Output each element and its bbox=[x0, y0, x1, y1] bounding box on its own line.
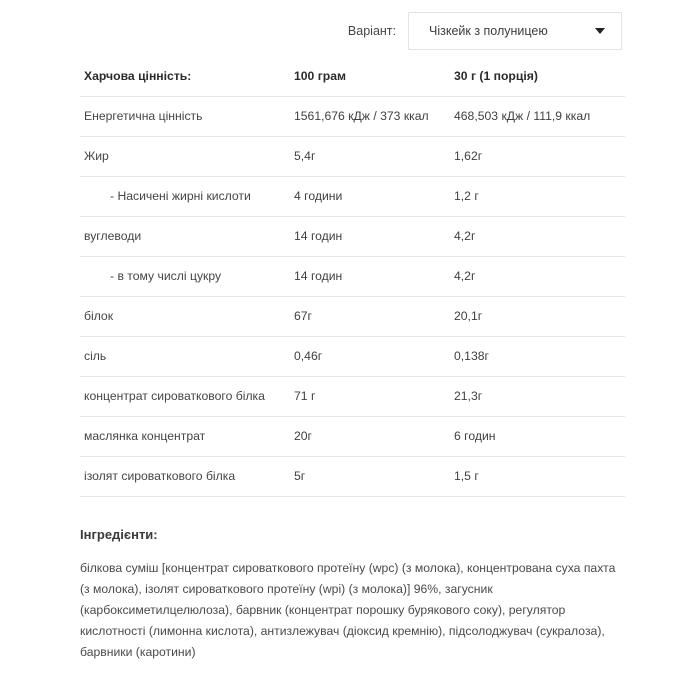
variant-label: Варіант: bbox=[347, 24, 396, 38]
row-label: ізолят сироваткового білка bbox=[80, 457, 290, 497]
row-value-per-serving: 4,2г bbox=[450, 257, 625, 297]
variant-select[interactable] bbox=[408, 12, 622, 50]
column-header-name: Харчова цінність: bbox=[80, 64, 290, 97]
row-value-per-serving: 0,138г bbox=[450, 337, 625, 377]
nutrition-table bbox=[80, 64, 625, 497]
row-label: Жир bbox=[80, 137, 290, 177]
column-header-per-100g: 100 грам bbox=[290, 64, 450, 97]
row-value-per-serving: 468,503 кДж / 111,9 ккал bbox=[450, 97, 625, 137]
row-label: маслянка концентрат bbox=[80, 417, 290, 457]
row-value-per-100g: 1561,676 кДж / 373 ккал bbox=[290, 97, 450, 137]
row-value-per-100g: 5г bbox=[290, 457, 450, 497]
table-row bbox=[80, 177, 625, 217]
row-value-per-100g: 71 г bbox=[290, 377, 450, 417]
row-value-per-100g: 5,4г bbox=[290, 137, 450, 177]
nutrition-table-head bbox=[80, 64, 625, 97]
table-row bbox=[80, 217, 625, 257]
row-value-per-serving: 21,3г bbox=[450, 377, 625, 417]
table-row bbox=[80, 297, 625, 337]
row-value-per-100g: 14 годин bbox=[290, 217, 450, 257]
nutrition-table-body bbox=[80, 97, 625, 497]
ingredients-title: Інгредієнти: bbox=[80, 527, 158, 542]
table-header-row bbox=[80, 64, 625, 97]
variant-select-value: Чізкейк з полуницею bbox=[429, 24, 548, 38]
row-value-per-100g: 4 години bbox=[290, 177, 450, 217]
row-value-per-serving: 20,1г bbox=[450, 297, 625, 337]
row-value-per-serving: 4,2г bbox=[450, 217, 625, 257]
variant-selector-row bbox=[0, 0, 700, 48]
row-value-per-serving: 6 годин bbox=[450, 417, 625, 457]
ingredients-text: білкова суміш [концентрат сироваткового протеїну (wpc) (з молока), концентрована суха пахта (з молока), ізолят сироваткового протеїну (wpi) (з молока)] 96%, загусник (карбоксиметилцелюлоза), барвник (концентрат порошку бурякового соку), регулятор кислотності (лимонна кислота), антизлежувач (діоксид кремнію), підсолоджувач (сукралоза), барвники (каротини) bbox=[80, 561, 616, 659]
row-label: вуглеводи bbox=[80, 217, 290, 257]
table-row bbox=[80, 137, 625, 177]
row-value-per-serving: 1,62г bbox=[450, 137, 625, 177]
row-label: Енергетична цінність bbox=[80, 97, 290, 137]
row-value-per-100g: 20г bbox=[290, 417, 450, 457]
table-row bbox=[80, 417, 625, 457]
row-value-per-100g: 14 годин bbox=[290, 257, 450, 297]
row-label: концентрат сироваткового білка bbox=[80, 377, 290, 417]
table-row bbox=[80, 97, 625, 137]
row-value-per-serving: 1,5 г bbox=[450, 457, 625, 497]
table-row bbox=[80, 257, 625, 297]
nutrition-table-wrap bbox=[0, 48, 700, 497]
row-label: білок bbox=[80, 297, 290, 337]
table-row bbox=[80, 337, 625, 377]
row-label: сіль bbox=[80, 337, 290, 377]
row-label: - в тому числі цукру bbox=[80, 257, 290, 297]
table-row bbox=[80, 377, 625, 417]
chevron-down-icon bbox=[595, 28, 605, 34]
row-value-per-serving: 1,2 г bbox=[450, 177, 625, 217]
row-label: - Насичені жирні кислоти bbox=[80, 177, 290, 217]
ingredients-section bbox=[0, 497, 700, 663]
column-header-per-serving: 30 г (1 порція) bbox=[450, 64, 625, 97]
row-value-per-100g: 0,46г bbox=[290, 337, 450, 377]
row-value-per-100g: 67г bbox=[290, 297, 450, 337]
table-row bbox=[80, 457, 625, 497]
